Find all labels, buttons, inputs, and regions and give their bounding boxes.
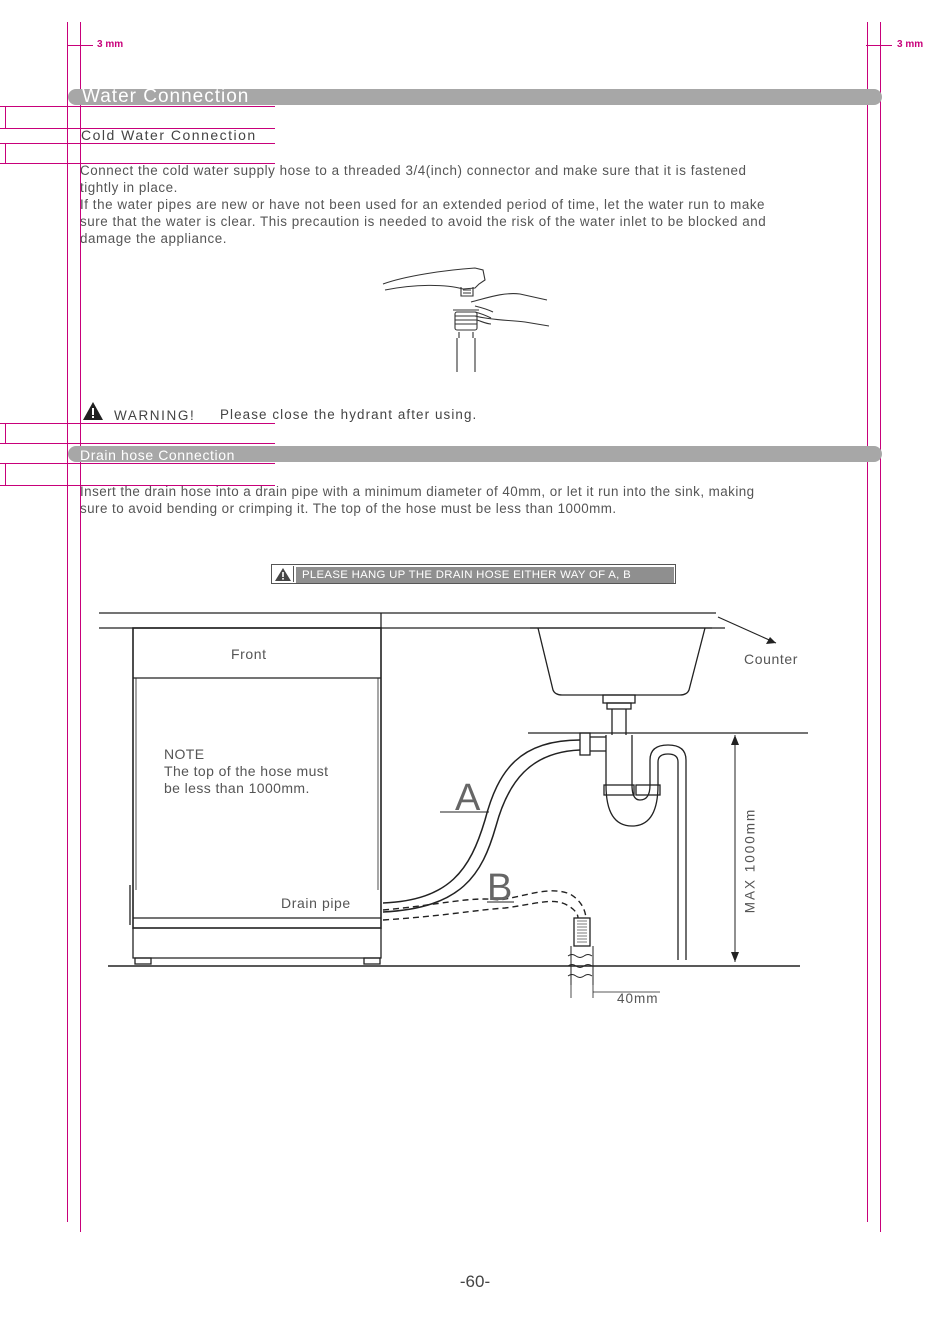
hose-a [383,740,580,903]
guide-line [0,463,275,464]
drain-pipe-label: Drain pipe [281,895,351,911]
front-label: Front [231,646,267,662]
option-a-label: A [455,777,481,819]
paragraph-line: sure that the water is clear. This precaution is needed to avoid the risk of the water inlet to be blocked and [80,214,767,229]
hose-b [383,891,586,918]
warning-label: WARNING! [114,408,196,423]
warning-triangle-icon [273,566,293,582]
guide-line [0,423,275,424]
warning-triangle-icon [82,401,104,421]
crop-label-left: 3 mm [97,39,124,50]
crop-label-right: 3 mm [897,39,924,50]
paragraph-line: Connect the cold water supply hose to a threaded 3/4(inch) connector and make sure that it is fastened [80,163,747,178]
paragraph-line: tightly in place. [80,180,178,195]
guide-line [0,143,275,144]
page-number: -60- [459,1272,491,1291]
warning-text: Please close the hydrant after using. [220,407,478,422]
hose-b [383,901,578,920]
drain-paragraph [80,483,880,517]
option-b-label: B [487,867,513,909]
crop-tick-right [866,45,892,46]
section-title-drain: Drain hose Connection [80,447,236,463]
counter-label: Counter [744,651,799,667]
guide-line [5,106,6,128]
paragraph-line: If the water pipes are new or have not been used for an extended period of time, let the water run to make [80,197,766,212]
cold-water-paragraph [80,162,880,247]
section-title-water: Water Connection [82,86,250,107]
guide-line [5,423,6,443]
drain-hose-banner [271,564,676,584]
pipe-diameter-label: 40mm [617,991,659,1006]
guide-line [5,463,6,485]
cold-water-heading: Cold Water Connection [81,127,257,143]
banner-text: PLEASE HANG UP THE DRAIN HOSE EITHER WAY OF A, B [296,567,674,583]
note-block [164,746,328,797]
guide-line [0,443,275,444]
note-line: be less than 1000mm. [164,780,310,796]
note-line: The top of the hose must [164,763,329,779]
faucet-hose-illustration [375,262,560,374]
guide-line [5,143,6,163]
crop-tick-left [67,45,93,46]
paragraph-line: Insert the drain hose into a drain pipe with a minimum diameter of 40mm, or let it run into the sink, making [80,484,755,499]
note-title: NOTE [164,746,205,762]
sink-basin [538,628,705,695]
banner-icon-box [273,566,294,582]
max-height-label: MAX 1000mm [742,807,758,914]
paragraph-line: damage the appliance. [80,231,228,246]
paragraph-line: sure to avoid bending or crimping it. The top of the hose must be less than 1000mm. [80,501,617,516]
